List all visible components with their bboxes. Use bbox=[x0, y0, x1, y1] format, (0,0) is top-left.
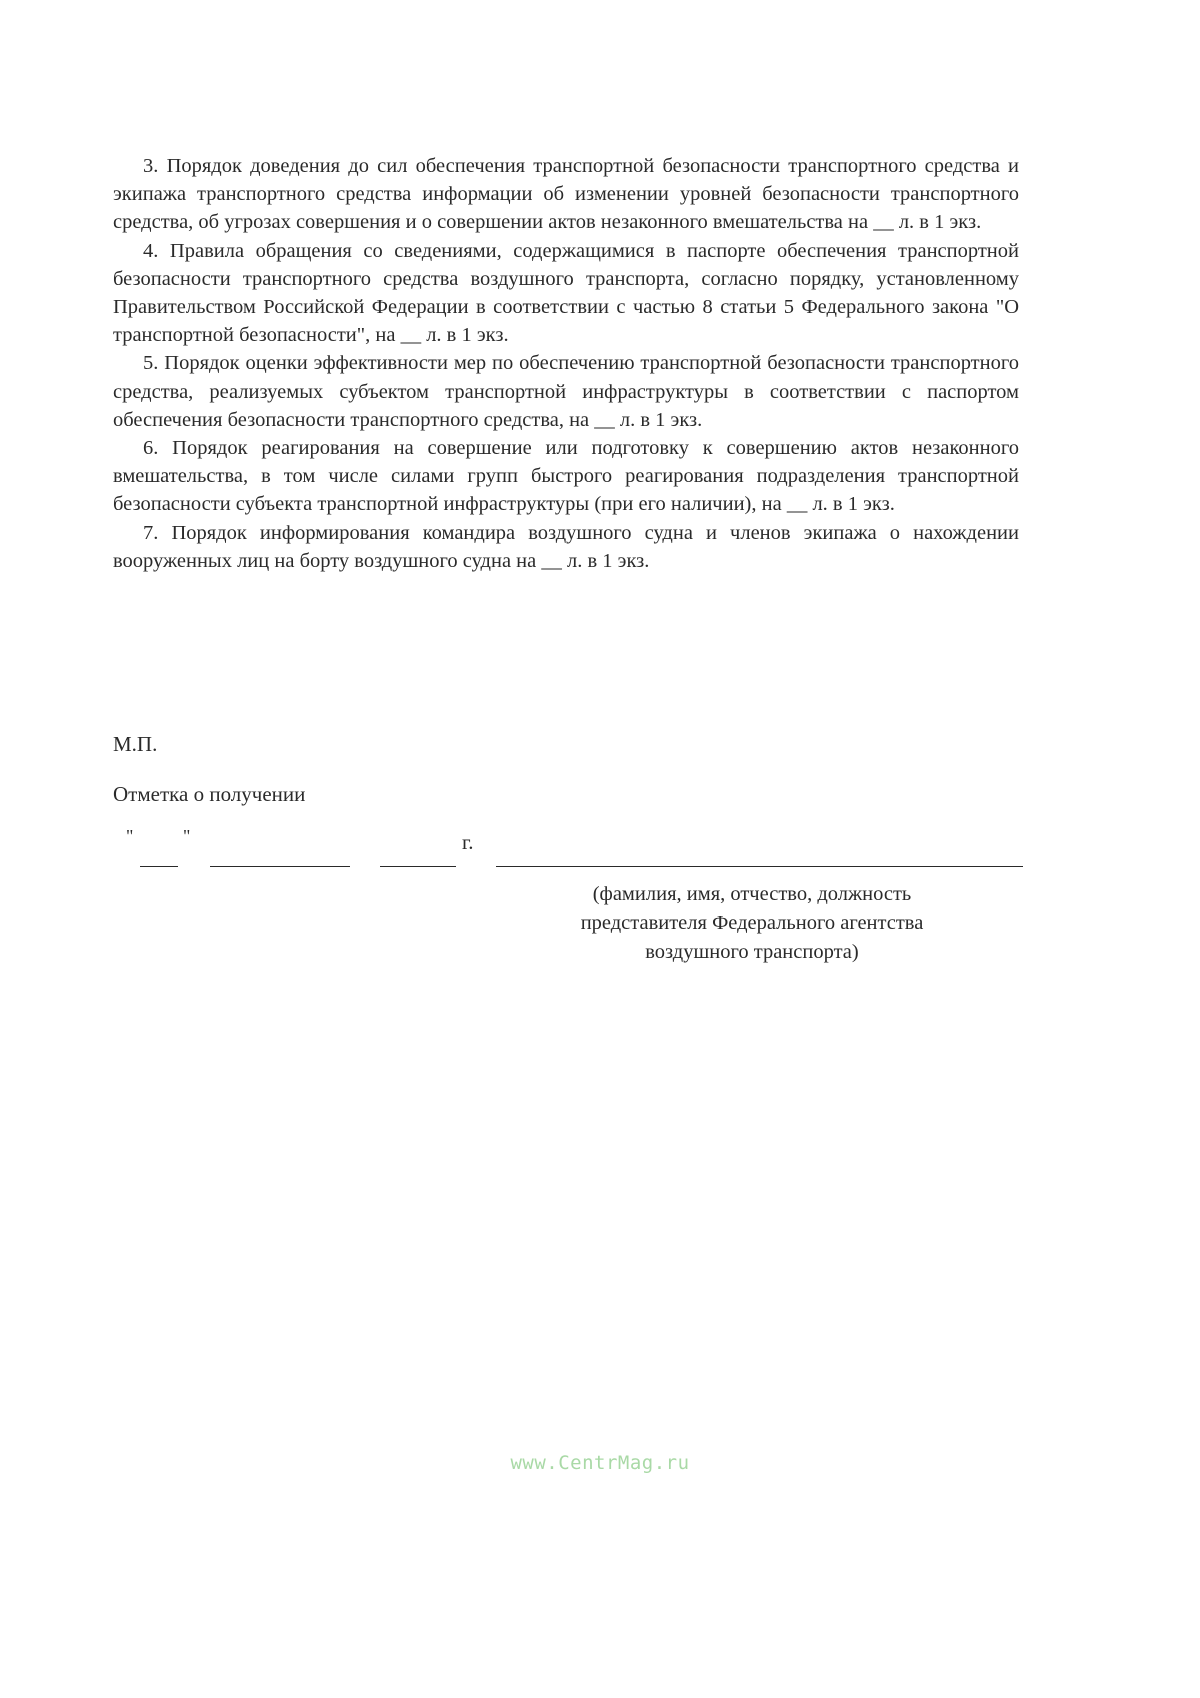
signature-caption-line-1: (фамилия, имя, отчество, должность bbox=[592, 883, 912, 905]
receipt-mark-label: Отметка о получении bbox=[113, 782, 306, 806]
signature-blank-line bbox=[496, 866, 1023, 867]
paragraph-3: 3. Порядок доведения до сил обеспечения транспортной безопасности транспортного средства и экипажа транспортного средства информации об изменении уровней безопасности транспортного средства, об угрозах совершения и о совершении актов незаконного вмешательства на __ л. в 1 экз. bbox=[113, 155, 1019, 234]
signature-caption bbox=[530, 880, 974, 967]
month-blank-line bbox=[210, 866, 350, 867]
paragraph-7: 7. Порядок информирования командира воздушного судна и членов экипажа о нахождении вооруженных лиц на борту воздушного судна на __ л. в 1 экз. bbox=[113, 521, 1019, 572]
document-body bbox=[113, 152, 1019, 575]
paragraph-4: 4. Правила обращения со сведениями, содержащимися в паспорте обеспечения транспортной безопасности транспортного средства воздушного транспорта, согласно порядку, установленному Правительством Российской Федерации в соответствии с частью 8 статьи 5 Федерального закона "О транспортной безопасности", на __ л. в 1 экз. bbox=[113, 239, 1019, 347]
paragraph-5: 5. Порядок оценки эффективности мер по обеспечению транспортной безопасности транспортного средства, реализуемых субъектом транспортной инфраструктуры в соответствии с паспортом обеспечения безопасности транспортного средства, на __ л. в 1 экз. bbox=[113, 352, 1019, 431]
date-quote-close: " bbox=[183, 826, 191, 846]
watermark-text: www.CentrMag.ru bbox=[510, 1452, 690, 1474]
date-quote-open: " bbox=[126, 826, 134, 846]
signature-caption-line-2: представителя Федерального агентства bbox=[580, 912, 924, 934]
year-blank-line bbox=[380, 866, 456, 867]
paragraph-6: 6. Порядок реагирования на совершение или подготовку к совершению актов незаконного вмешательства, в том числе силами групп быстрого реагирования подразделения транспортной безопасности субъекта транспортной инфраструктуры (при его наличии), на __ л. в 1 экз. bbox=[113, 437, 1019, 516]
stamp-place-label: М.П. bbox=[113, 732, 158, 756]
signature-caption-line-3: воздушного транспорта) bbox=[645, 941, 859, 963]
year-suffix: г. bbox=[462, 830, 474, 854]
day-blank-line bbox=[140, 866, 178, 867]
